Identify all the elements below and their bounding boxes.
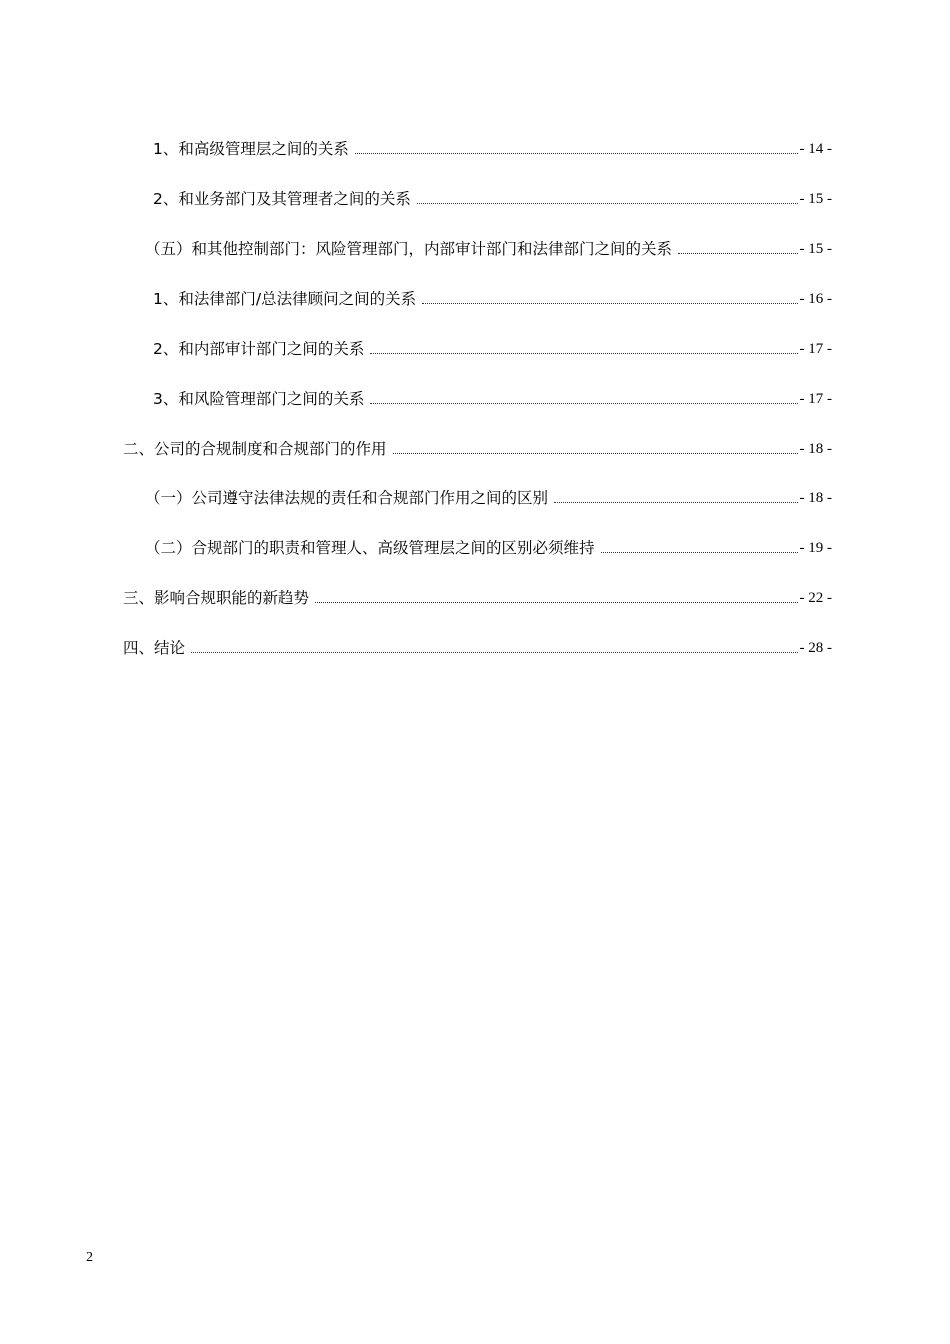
toc-entry[interactable] <box>153 185 832 209</box>
toc-entry-title: 四、结论 <box>123 639 186 657</box>
toc-dot-leader <box>191 652 797 653</box>
page-number: 2 <box>86 1250 93 1265</box>
toc-entry[interactable] <box>123 584 832 608</box>
toc-entry-page: - 17 - <box>799 341 832 357</box>
toc-entry[interactable] <box>145 534 832 558</box>
toc-entry-title: （一）公司遵守法律法规的责任和合规部门作用之间的区别 <box>145 489 549 507</box>
toc-entry-title: 1、和高级管理层之间的关系 <box>153 140 349 158</box>
toc-entry-page: - 18 - <box>799 441 832 457</box>
toc-entry-page: - 22 - <box>799 590 832 606</box>
toc-dot-leader <box>315 602 797 603</box>
toc-dot-leader <box>417 203 798 204</box>
toc-dot-leader <box>422 303 797 304</box>
toc-dot-leader <box>678 253 797 254</box>
toc-entry-page: - 28 - <box>799 640 832 656</box>
toc-entry[interactable] <box>123 435 832 459</box>
toc-entry[interactable] <box>145 484 832 508</box>
toc-dot-leader <box>370 353 797 354</box>
toc-entry-title: 1、和法律部门/总法律顾问之间的关系 <box>153 290 417 308</box>
toc-dot-leader <box>554 502 797 503</box>
toc-entry-page: - 15 - <box>799 191 832 207</box>
toc-entry-page: - 16 - <box>799 291 832 307</box>
toc-entry-title: （五）和其他控制部门：风险管理部门，内部审计部门和法律部门之间的关系 <box>145 240 673 258</box>
toc-dot-leader <box>393 453 798 454</box>
toc-entry-title: 二、公司的合规制度和合规部门的作用 <box>123 440 387 458</box>
toc-entry-page: - 17 - <box>799 391 832 407</box>
toc-entry-page: - 15 - <box>799 241 832 257</box>
toc-entry[interactable] <box>145 235 832 259</box>
toc-entry-page: - 19 - <box>799 540 832 556</box>
toc-entry-page: - 14 - <box>799 141 832 157</box>
toc-entry-page: - 18 - <box>799 490 832 506</box>
toc-entry[interactable] <box>153 285 832 309</box>
toc-dot-leader <box>370 403 797 404</box>
toc-dot-leader <box>355 153 798 154</box>
toc-entry[interactable] <box>153 135 832 159</box>
toc-entry[interactable] <box>123 634 832 658</box>
toc-dot-leader <box>601 552 798 553</box>
toc-entry-title: 三、影响合规职能的新趋势 <box>123 589 310 607</box>
toc-entry-title: 3、和风险管理部门之间的关系 <box>153 390 365 408</box>
toc-entry-title: （二）合规部门的职责和管理人、高级管理层之间的区别必须维持 <box>145 539 595 557</box>
toc-entry-title: 2、和内部审计部门之间的关系 <box>153 340 365 358</box>
toc-entry[interactable] <box>153 385 832 409</box>
toc-entry-title: 2、和业务部门及其管理者之间的关系 <box>153 190 411 208</box>
toc-entry[interactable] <box>153 335 832 359</box>
